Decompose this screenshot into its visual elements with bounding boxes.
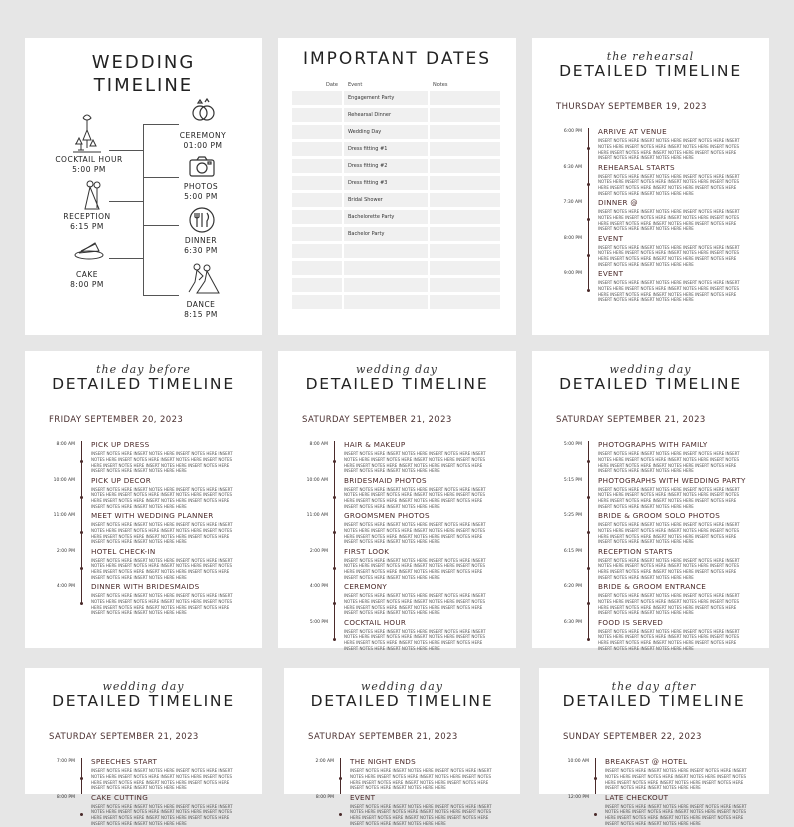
wedding-timeline-title-line1: WEDDING [91,52,196,73]
connector-photos [143,177,179,178]
date-cell [292,108,342,122]
timeline-title: DETAILED TIMELINE [559,375,742,393]
date-cell [292,142,342,156]
connector-ceremony [143,124,179,125]
rehearsal-timeline-card [532,38,769,335]
event-name: BRIDE & GROOM ENTRANCE [598,582,707,591]
photos-label [166,182,236,202]
cocktail-hour-time: 5:00 PM [72,165,106,174]
notes-cell [430,261,500,275]
timeline-title: DETAILED TIMELINE [52,692,235,710]
event-notes: INSERT NOTES HERE INSERT NOTES HERE INSERT NOTES HERE INSERT NOTES HERE INSERT NOTES HERE INSERT NOTES HERE INSERT NOTES HERE INSERT NOTES HERE INSERT NOTES HERE INSERT NOTES HERE INSERT NOTES HERE INSERT NOTES HERE HERE [605,803,747,826]
date-cell [292,159,342,173]
wedding-timeline-title-line2: TIMELINE [93,75,194,96]
date-cell [292,244,342,258]
timeline-dot [587,254,590,257]
event-time: 8:00 AM [309,442,328,447]
event-name: RECEPTION STARTS [598,546,673,556]
event-time: 11:00 AM [53,513,75,518]
timeline-date: THURSDAY SEPTEMBER 19, 2023 [556,102,707,112]
timeline-dot [339,813,342,816]
timeline-line [595,758,596,794]
event-time: 4:00 PM [56,584,75,589]
event-name: HOTEL CHECK-IN [91,546,156,556]
plate-cutlery-icon [188,206,216,238]
timeline-dot [333,638,336,641]
event-name: REHEARSAL STARTS [598,162,675,172]
event-notes: INSERT NOTES HERE INSERT NOTES HERE INSERT NOTES HERE INSERT NOTES HERE INSERT NOTES HERE INSERT NOTES HERE INSERT NOTES HERE INSERT NOTES HERE INSERT NOTES HERE INSERT NOTES HERE INSERT NOTES HERE INSERT NOTES HERE HERE [91,557,233,580]
event-time: 6:15 PM [563,548,582,554]
event-name: DINNER @ [598,198,638,207]
event-time: 5:00 PM [309,619,328,625]
event-time: 5:15 PM [563,477,582,483]
timeline-line [81,758,82,794]
event-name: SPEECHES START [91,757,158,766]
notes-cell [430,125,500,139]
event-name: HAIR & MAKEUP [344,440,406,449]
event-name: PHOTOGRAPHS WITH FAMILY [598,440,708,449]
wedding-day-timeline-card-4 [284,668,520,826]
timeline-title: DETAILED TIMELINE [310,692,494,710]
event-notes: INSERT NOTES HERE INSERT NOTES HERE INSERT NOTES HERE INSERT NOTES HERE INSERT NOTES HERE INSERT NOTES HERE INSERT NOTES HERE INSERT NOTES HERE INSERT NOTES HERE INSERT NOTES HERE INSERT NOTES HERE INSERT NOTES HERE HERE [598,522,740,545]
notes-cell [430,295,500,309]
date-column-header: Date [326,82,338,88]
notes-cell [430,91,500,105]
date-cell [292,176,342,190]
event-notes: INSERT NOTES HERE INSERT NOTES HERE INSERT NOTES HERE INSERT NOTES HERE INSERT NOTES HERE INSERT NOTES HERE INSERT NOTES HERE INSERT NOTES HERE INSERT NOTES HERE INSERT NOTES HERE INSERT NOTES HERE INSERT NOTES HERE HERE [91,522,233,545]
timeline-dot [587,567,590,570]
event-notes: INSERT NOTES HERE INSERT NOTES HERE INSERT NOTES HERE INSERT NOTES HERE INSERT NOTES HERE INSERT NOTES HERE INSERT NOTES HERE INSERT NOTES HERE INSERT NOTES HERE INSERT NOTES HERE INSERT NOTES HERE INSERT NOTES HERE HERE [598,244,740,267]
timeline-date: SATURDAY SEPTEMBER 21, 2023 [308,732,458,742]
timeline-dot [587,183,590,186]
timeline-dot [339,777,342,780]
event-name: PHOTOGRAPHS WITH WEDDING PARTY [598,475,746,485]
event-notes: INSERT NOTES HERE INSERT NOTES HERE INSERT NOTES HERE INSERT NOTES HERE INSERT NOTES HERE INSERT NOTES HERE INSERT NOTES HERE INSERT NOTES HERE INSERT NOTES HERE INSERT NOTES HERE INSERT NOTES HERE INSERT NOTES HERE HERE [91,803,233,826]
dance-label [166,300,236,320]
wedding-timeline-card [25,38,262,335]
event-name: LATE CHECKOUT [605,792,669,802]
script-subtitle: the day before [96,363,191,376]
timeline-dot [80,567,83,570]
event-notes: INSERT NOTES HERE INSERT NOTES HERE INSERT NOTES HERE INSERT NOTES HERE INSERT NOTES HERE INSERT NOTES HERE INSERT NOTES HERE INSERT NOTES HERE INSERT NOTES HERE INSERT NOTES HERE INSERT NOTES HERE INSERT NOTES HERE HERE [344,486,486,509]
event-time: 6:30 PM [563,619,582,625]
photos-name: PHOTOS [183,182,219,191]
timeline-dot [587,496,590,499]
event-cell [344,244,428,258]
connector-dance [143,295,179,296]
event-time: 8:00 PM [315,794,334,800]
timeline-title: DETAILED TIMELINE [52,375,235,393]
event-name: CEREMONY [344,582,388,591]
timeline-dot [587,460,590,463]
event-time: 10:00 AM [306,477,328,483]
event-name: EVENT [350,792,376,802]
photos-time: 5:00 PM [184,192,218,201]
event-name: Dress fitting #2 [348,163,388,169]
dancers-icon [185,262,219,300]
event-notes: INSERT NOTES HERE INSERT NOTES HERE INSERT NOTES HERE INSERT NOTES HERE INSERT NOTES HERE INSERT NOTES HERE INSERT NOTES HERE INSERT NOTES HERE INSERT NOTES HERE INSERT NOTES HERE INSERT NOTES HERE INSERT NOTES HERE HERE [598,173,740,196]
timeline-dot [333,531,336,534]
champagne-tower-icon [69,110,105,158]
timeline-dot [587,147,590,150]
event-time: 8:00 AM [56,442,75,447]
event-name: Dress fitting #3 [348,180,388,186]
event-cell [344,278,428,292]
timeline-title: DETAILED TIMELINE [305,375,489,393]
dinner-label [166,236,236,256]
dance-time: 8:15 PM [184,310,218,319]
cocktail-hour-label [54,155,124,175]
event-notes: INSERT NOTES HERE INSERT NOTES HERE INSERT NOTES HERE INSERT NOTES HERE INSERT NOTES HERE INSERT NOTES HERE INSERT NOTES HERE INSERT NOTES HERE INSERT NOTES HERE INSERT NOTES HERE INSERT NOTES HERE INSERT NOTES HERE HERE [598,557,740,580]
notes-cell [430,108,500,122]
script-subtitle: wedding day [356,363,438,376]
camera-icon [188,155,216,181]
event-time: 6:20 PM [563,584,582,589]
event-time: 7:30 AM [563,200,582,205]
event-name: Rehearsal Dinner [348,112,392,118]
timeline-dot [333,496,336,499]
couple-dancing-icon [80,179,106,215]
event-name: THE NIGHT ENDS [350,757,416,766]
timeline-dot [587,289,590,292]
event-name: DINNER WITH BRIDESMAIDS [91,582,200,591]
reception-label [52,212,122,232]
event-time: 7:00 PM [56,759,75,764]
date-cell [292,210,342,224]
date-cell [292,278,342,292]
event-name: Wedding Day [348,129,382,135]
script-subtitle: wedding day [609,363,692,376]
connector-dinner [143,225,179,226]
event-name: EVENT [598,269,624,278]
event-name: Dress fitting #1 [348,146,388,152]
date-cell [292,261,342,275]
event-time: 2:00 AM [315,759,334,764]
wedding-day-timeline-card-3 [25,668,262,826]
date-cell [292,227,342,241]
timeline-date: SATURDAY SEPTEMBER 21, 2023 [556,415,706,425]
notes-cell [430,176,500,190]
ceremony-label [168,131,238,151]
event-notes: INSERT NOTES HERE INSERT NOTES HERE INSERT NOTES HERE INSERT NOTES HERE INSERT NOTES HERE INSERT NOTES HERE INSERT NOTES HERE INSERT NOTES HERE INSERT NOTES HERE INSERT NOTES HERE INSERT NOTES HERE INSERT NOTES HERE HERE [605,768,747,791]
rings-icon [190,98,216,128]
script-subtitle: wedding day [102,680,185,693]
reception-time: 6:15 PM [70,222,104,231]
event-cell [344,295,428,309]
notes-column-header: Notes [433,82,448,88]
notes-cell [430,227,500,241]
wedding-day-timeline-card-2 [532,351,769,651]
notes-cell [430,244,500,258]
timeline-line [334,441,335,639]
event-notes: INSERT NOTES HERE INSERT NOTES HERE INSERT NOTES HERE INSERT NOTES HERE INSERT NOTES HERE INSERT NOTES HERE INSERT NOTES HERE INSERT NOTES HERE INSERT NOTES HERE INSERT NOTES HERE INSERT NOTES HERE INSERT NOTES HERE HERE [344,451,486,474]
date-cell [292,125,342,139]
event-time: 5:00 PM [563,442,582,447]
timeline-dot [594,813,597,816]
event-time: 11:00 AM [306,513,328,518]
cake-label [52,270,122,290]
event-notes: INSERT NOTES HERE INSERT NOTES HERE INSERT NOTES HERE INSERT NOTES HERE INSERT NOTES HERE INSERT NOTES HERE INSERT NOTES HERE INSERT NOTES HERE INSERT NOTES HERE INSERT NOTES HERE INSERT NOTES HERE INSERT NOTES HERE HERE [598,593,740,616]
event-column-header: Event [348,82,363,88]
timeline-dot [587,602,590,605]
event-name: COCKTAIL HOUR [344,617,407,627]
event-notes: INSERT NOTES HERE INSERT NOTES HERE INSERT NOTES HERE INSERT NOTES HERE INSERT NOTES HERE INSERT NOTES HERE INSERT NOTES HERE INSERT NOTES HERE INSERT NOTES HERE INSERT NOTES HERE INSERT NOTES HERE INSERT NOTES HERE HERE [598,280,740,303]
notes-cell [430,193,500,207]
timeline-line [81,441,82,603]
dinner-name: DINNER [184,236,218,245]
event-notes: INSERT NOTES HERE INSERT NOTES HERE INSERT NOTES HERE INSERT NOTES HERE INSERT NOTES HERE INSERT NOTES HERE INSERT NOTES HERE INSERT NOTES HERE INSERT NOTES HERE INSERT NOTES HERE INSERT NOTES HERE INSERT NOTES HERE HERE [598,628,740,651]
notes-cell [430,142,500,156]
event-time: 2:00 PM [56,548,75,554]
ceremony-name: CEREMONY [179,131,227,140]
timeline-dot [80,813,83,816]
event-time: 8:00 PM [56,794,75,800]
event-name: BRIDE & GROOM SOLO PHOTOS [598,511,721,520]
event-time: 8:00 PM [563,235,582,241]
timeline-dot [333,460,336,463]
event-time: 12:00 PM [568,794,589,800]
event-time: 9:00 PM [563,271,582,276]
event-notes: INSERT NOTES HERE INSERT NOTES HERE INSERT NOTES HERE INSERT NOTES HERE INSERT NOTES HERE INSERT NOTES HERE INSERT NOTES HERE INSERT NOTES HERE INSERT NOTES HERE INSERT NOTES HERE INSERT NOTES HERE INSERT NOTES HERE HERE [344,522,486,545]
event-notes: INSERT NOTES HERE INSERT NOTES HERE INSERT NOTES HERE INSERT NOTES HERE INSERT NOTES HERE INSERT NOTES HERE INSERT NOTES HERE INSERT NOTES HERE INSERT NOTES HERE INSERT NOTES HERE INSERT NOTES HERE INSERT NOTES HERE HERE [91,768,233,791]
timeline-dot [80,602,83,605]
day-after-timeline-card [539,668,769,826]
event-notes: INSERT NOTES HERE INSERT NOTES HERE INSERT NOTES HERE INSERT NOTES HERE INSERT NOTES HERE INSERT NOTES HERE INSERT NOTES HERE INSERT NOTES HERE INSERT NOTES HERE INSERT NOTES HERE INSERT NOTES HERE INSERT NOTES HERE HERE [350,803,492,826]
cake-name: CAKE [75,270,99,279]
event-notes: INSERT NOTES HERE INSERT NOTES HERE INSERT NOTES HERE INSERT NOTES HERE INSERT NOTES HERE INSERT NOTES HERE INSERT NOTES HERE INSERT NOTES HERE INSERT NOTES HERE INSERT NOTES HERE INSERT NOTES HERE INSERT NOTES HERE HERE [598,138,740,161]
timeline-dot [80,531,83,534]
event-name: EVENT [598,233,624,243]
notes-cell [430,159,500,173]
event-name: MEET WITH WEDDING PLANNER [91,511,214,520]
connector-cake [109,258,143,259]
script-subtitle: wedding day [361,680,443,693]
event-time: 4:00 PM [309,584,328,589]
event-name: ARRIVE AT VENUE [598,127,667,136]
cocktail-hour-name: COCKTAIL HOUR [55,155,123,164]
event-notes: INSERT NOTES HERE INSERT NOTES HERE INSERT NOTES HERE INSERT NOTES HERE INSERT NOTES HERE INSERT NOTES HERE INSERT NOTES HERE INSERT NOTES HERE INSERT NOTES HERE INSERT NOTES HERE INSERT NOTES HERE INSERT NOTES HERE HERE [91,451,233,474]
timeline-date: FRIDAY SEPTEMBER 20, 2023 [49,415,184,425]
event-name: BRIDESMAID PHOTOS [344,475,427,485]
event-notes: INSERT NOTES HERE INSERT NOTES HERE INSERT NOTES HERE INSERT NOTES HERE INSERT NOTES HERE INSERT NOTES HERE INSERT NOTES HERE INSERT NOTES HERE INSERT NOTES HERE INSERT NOTES HERE INSERT NOTES HERE INSERT NOTES HERE HERE [598,451,740,474]
timeline-dot [587,531,590,534]
script-subtitle: the day after [611,680,697,693]
timeline-title: DETAILED TIMELINE [559,62,742,80]
timeline-dot [333,602,336,605]
event-name: FIRST LOOK [344,546,390,556]
timeline-date: SUNDAY SEPTEMBER 22, 2023 [563,732,702,742]
dance-name: DANCE [186,300,216,309]
dinner-time: 6:30 PM [184,246,218,255]
event-time: 5:25 PM [563,513,582,518]
wedding-day-timeline-card-1 [278,351,516,651]
event-time: 6:00 PM [563,129,582,134]
ceremony-time: 01:00 PM [183,141,223,150]
event-time: 10:00 AM [567,759,589,764]
date-cell [292,193,342,207]
timeline-dot [80,460,83,463]
event-name: GROOMSMEN PHOTOS [344,511,430,520]
cake-time: 8:00 PM [70,280,104,289]
timeline-line [340,758,341,794]
event-cell [344,261,428,275]
notes-cell [430,278,500,292]
event-notes: INSERT NOTES HERE INSERT NOTES HERE INSERT NOTES HERE INSERT NOTES HERE INSERT NOTES HERE INSERT NOTES HERE INSERT NOTES HERE INSERT NOTES HERE INSERT NOTES HERE INSERT NOTES HERE INSERT NOTES HERE INSERT NOTES HERE HERE [350,768,492,791]
timeline-vertical-line [143,124,144,295]
event-name: PICK UP DECOR [91,475,151,485]
script-subtitle: the rehearsal [606,50,695,63]
event-name: Bachelor Party [348,231,385,237]
event-name: BREAKFAST @ HOTEL [605,757,688,766]
date-cell [292,91,342,105]
timeline-date: SATURDAY SEPTEMBER 21, 2023 [302,415,452,425]
cake-slice-icon [73,239,105,265]
event-time: 6:30 AM [563,164,582,170]
connector-cocktail [109,150,143,151]
date-cell [292,295,342,309]
timeline-dot [587,218,590,221]
timeline-title: DETAILED TIMELINE [562,692,746,710]
important-dates-title: IMPORTANT DATES [302,49,492,69]
event-notes: INSERT NOTES HERE INSERT NOTES HERE INSERT NOTES HERE INSERT NOTES HERE INSERT NOTES HERE INSERT NOTES HERE INSERT NOTES HERE INSERT NOTES HERE INSERT NOTES HERE INSERT NOTES HERE INSERT NOTES HERE INSERT NOTES HERE HERE [344,593,486,616]
event-name: CAKE CUTTING [91,792,149,802]
event-name: PICK UP DRESS [91,440,150,449]
timeline-dot [80,496,83,499]
event-notes: INSERT NOTES HERE INSERT NOTES HERE INSERT NOTES HERE INSERT NOTES HERE INSERT NOTES HERE INSERT NOTES HERE INSERT NOTES HERE INSERT NOTES HERE INSERT NOTES HERE INSERT NOTES HERE INSERT NOTES HERE INSERT NOTES HERE HERE [598,209,740,232]
timeline-dot [587,638,590,641]
timeline-dot [333,567,336,570]
notes-cell [430,210,500,224]
event-time: 10:00 AM [53,477,75,483]
event-name: FOOD IS SERVED [598,617,664,627]
event-notes: INSERT NOTES HERE INSERT NOTES HERE INSERT NOTES HERE INSERT NOTES HERE INSERT NOTES HERE INSERT NOTES HERE INSERT NOTES HERE INSERT NOTES HERE INSERT NOTES HERE INSERT NOTES HERE INSERT NOTES HERE INSERT NOTES HERE HERE [598,486,740,509]
event-time: 2:00 PM [309,548,328,554]
timeline-line [588,128,589,290]
timeline-dot [80,777,83,780]
event-notes: INSERT NOTES HERE INSERT NOTES HERE INSERT NOTES HERE INSERT NOTES HERE INSERT NOTES HERE INSERT NOTES HERE INSERT NOTES HERE INSERT NOTES HERE INSERT NOTES HERE INSERT NOTES HERE INSERT NOTES HERE INSERT NOTES HERE HERE [91,486,233,509]
connector-reception [109,201,143,202]
event-notes: INSERT NOTES HERE INSERT NOTES HERE INSERT NOTES HERE INSERT NOTES HERE INSERT NOTES HERE INSERT NOTES HERE INSERT NOTES HERE INSERT NOTES HERE INSERT NOTES HERE INSERT NOTES HERE INSERT NOTES HERE INSERT NOTES HERE HERE [91,593,233,616]
event-name: Engagement Party [348,95,395,101]
event-notes: INSERT NOTES HERE INSERT NOTES HERE INSERT NOTES HERE INSERT NOTES HERE INSERT NOTES HERE INSERT NOTES HERE INSERT NOTES HERE INSERT NOTES HERE INSERT NOTES HERE INSERT NOTES HERE INSERT NOTES HERE INSERT NOTES HERE HERE [344,628,486,651]
event-name: Bachelorette Party [348,214,395,220]
important-dates-card [278,38,516,335]
event-name: Bridal Shower [348,197,383,203]
timeline-dot [594,777,597,780]
day-before-timeline-card [25,351,262,648]
timeline-date: SATURDAY SEPTEMBER 21, 2023 [49,732,199,742]
event-notes: INSERT NOTES HERE INSERT NOTES HERE INSERT NOTES HERE INSERT NOTES HERE INSERT NOTES HERE INSERT NOTES HERE INSERT NOTES HERE INSERT NOTES HERE INSERT NOTES HERE INSERT NOTES HERE INSERT NOTES HERE INSERT NOTES HERE HERE [344,557,486,580]
timeline-line [588,441,589,639]
reception-name: RECEPTION [63,212,111,221]
